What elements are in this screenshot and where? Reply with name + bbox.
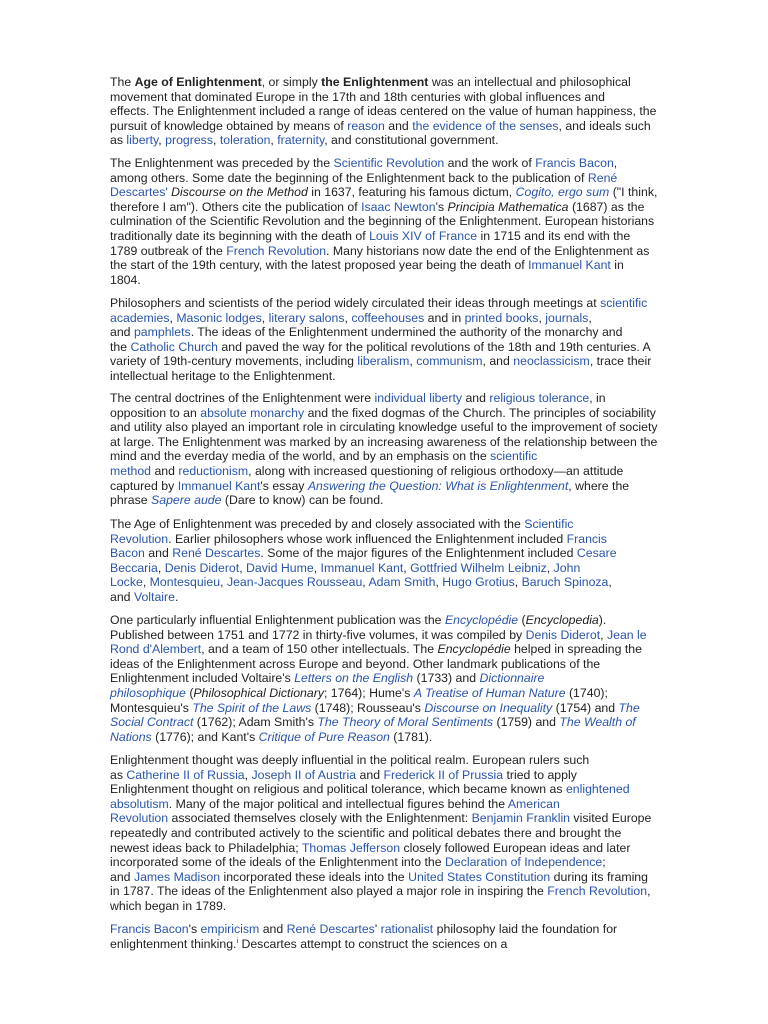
text-line xyxy=(110,532,670,547)
text-run: , where the xyxy=(568,478,630,493)
text-run: captured by xyxy=(110,478,178,493)
inline-link[interactable]: Revolution xyxy=(110,531,169,546)
text-line xyxy=(110,391,670,406)
text-run: pursuit of knowledge obtained by means of xyxy=(110,118,348,133)
text-run: (1687) as the xyxy=(568,199,645,214)
text-line xyxy=(110,855,670,870)
inline-link[interactable]: René Descartes xyxy=(172,546,261,561)
inline-link[interactable]: Letters on the English xyxy=(294,671,414,686)
inline-link[interactable]: religious tolerance xyxy=(489,391,590,405)
text-run: the Enlightenment xyxy=(321,75,429,89)
inline-link[interactable]: Adam Smith xyxy=(368,575,436,590)
text-run: , and xyxy=(482,354,514,369)
text-run: ("I think, xyxy=(609,185,658,200)
inline-link[interactable]: individual liberty xyxy=(374,391,463,405)
text-line xyxy=(110,937,670,952)
text-run: Published between 1751 and 1772 in thirty-five volumes, it was compiled by xyxy=(110,627,526,642)
text-line xyxy=(110,768,670,783)
text-run: , trace their xyxy=(589,354,652,369)
inline-link[interactable]: James Madison xyxy=(133,869,221,884)
text-run: and paved the way for the political revolutions of the 18th and 19th centuries. A xyxy=(218,339,651,354)
text-run: , xyxy=(403,560,411,575)
inline-link[interactable]: Catholic Church xyxy=(130,339,218,354)
inline-link[interactable]: Discourse on Inequality xyxy=(424,700,553,715)
text-line xyxy=(110,715,670,730)
text-run: the xyxy=(110,339,131,354)
inline-link[interactable]: Revolution xyxy=(110,811,169,826)
text-line xyxy=(110,273,670,288)
text-run: The central doctrines of the Enlightenment were xyxy=(110,391,375,405)
text-line xyxy=(110,325,670,340)
text-run: , xyxy=(613,156,618,170)
text-run: 's xyxy=(435,199,448,214)
text-run: Enlightenment included Voltaire's xyxy=(110,671,295,686)
inline-link[interactable]: Encyclopédie xyxy=(444,613,519,627)
text-run: at large. The Enlightenment was marked by an increasing awareness of the relationship between the xyxy=(110,434,658,449)
footnote-marker[interactable]: i xyxy=(236,937,239,945)
text-run: , xyxy=(158,133,166,148)
text-line xyxy=(110,104,670,119)
text-line xyxy=(110,90,670,105)
paragraph-figures xyxy=(110,517,670,605)
text-line xyxy=(110,811,670,826)
inline-link[interactable]: liberalism xyxy=(357,354,410,369)
text-line xyxy=(110,884,670,899)
text-line xyxy=(110,870,670,885)
inline-link[interactable]: Scientific xyxy=(524,517,574,531)
inline-link[interactable]: pamphlets xyxy=(133,325,191,340)
paragraph-precursors xyxy=(110,156,670,287)
text-run: (1733) and xyxy=(413,671,480,686)
text-line xyxy=(110,311,670,326)
text-run: ). xyxy=(598,613,607,627)
inline-link[interactable]: A Treatise of Human Nature xyxy=(413,685,566,700)
text-run: , and ideals such xyxy=(558,118,651,133)
inline-link[interactable]: Masonic lodges xyxy=(176,310,262,325)
text-line xyxy=(110,642,670,657)
inline-link[interactable]: Cogito, ergo sum xyxy=(515,185,610,200)
text-run: , xyxy=(244,767,252,782)
text-run: movement that dominated Europe in the 17th and 18th centuries with global influences and xyxy=(110,89,605,104)
inline-link[interactable]: Francis Bacon xyxy=(535,156,614,170)
text-run: , xyxy=(261,310,269,325)
inline-link[interactable]: absolutism xyxy=(110,796,169,811)
text-line xyxy=(110,899,670,914)
inline-link[interactable]: Catherine II of Russia xyxy=(126,767,245,782)
text-run: in 1637, featuring his famous dictum, xyxy=(307,185,516,200)
text-run: and xyxy=(384,118,413,133)
inline-link[interactable]: coffeehouses xyxy=(351,310,425,325)
text-line xyxy=(110,517,670,532)
text-line xyxy=(110,826,670,841)
text-line xyxy=(110,575,670,590)
text-run: . Many historians now date the end of the Enlightenment as xyxy=(326,243,650,258)
paragraph-publications xyxy=(110,613,670,744)
text-line xyxy=(110,296,670,311)
text-run: Enlightenment thought on religious and political tolerance, which became known as xyxy=(110,782,566,797)
text-run: intellectual heritage to the Enlightenment. xyxy=(110,368,336,383)
text-run: (1762); Adam Smith's xyxy=(193,715,318,730)
text-run: traditionally date its beginning with the death of xyxy=(110,228,370,243)
text-run: , xyxy=(435,575,443,590)
text-run: culmination of the Scientific Revolution and the beginning of the Enlightenment. European historians xyxy=(110,214,655,229)
inline-link[interactable]: Locke xyxy=(110,575,143,590)
text-run: 1789 outbreak of the xyxy=(110,243,227,258)
inline-link[interactable]: Benjamin Franklin xyxy=(471,811,571,826)
inline-link[interactable]: Baruch Spinoza xyxy=(521,575,609,590)
text-run: Montesquieu's xyxy=(110,700,193,715)
inline-link[interactable]: René Descartes xyxy=(286,922,375,936)
inline-link[interactable]: Bacon xyxy=(110,546,145,561)
text-run: ( xyxy=(518,613,526,627)
inline-link[interactable]: Immanuel Kant xyxy=(177,478,261,493)
inline-link[interactable]: reason xyxy=(347,118,385,133)
text-run: , xyxy=(212,133,220,148)
text-line xyxy=(110,479,670,494)
text-run: Enlightenment thought was deeply influential in the political realm. European rulers such xyxy=(110,753,590,767)
text-run: , xyxy=(344,310,352,325)
text-run: The Age of Enlightenment was preceded by and closely associated with the xyxy=(110,517,525,531)
text-run: (1776); and Kant's xyxy=(151,729,259,744)
text-run: 's xyxy=(188,922,201,936)
inline-link[interactable]: Jean le xyxy=(606,627,647,642)
text-line xyxy=(110,258,670,273)
text-run: , xyxy=(239,560,247,575)
inline-link[interactable]: René xyxy=(587,170,618,185)
inline-link[interactable]: the evidence of the senses xyxy=(412,118,559,133)
text-run: effects. The Enlightenment included a range of ideas centered on the value of human happiness, the xyxy=(110,104,657,119)
text-line xyxy=(110,797,670,812)
text-run: ; xyxy=(602,855,606,870)
text-run: , xyxy=(409,354,417,369)
text-run: . The ideas of the Enlightenment undermined the authority of the monarchy and xyxy=(190,325,623,340)
inline-link[interactable]: Frederick II of Prussia xyxy=(383,767,504,782)
text-run: and xyxy=(356,767,384,782)
text-line xyxy=(110,546,670,561)
inline-link[interactable]: The Spirit of the Laws xyxy=(192,700,312,715)
inline-link[interactable]: Scientific Revolution xyxy=(333,156,445,170)
text-run: , in xyxy=(589,391,606,405)
text-run: One particularly influential Enlightenment publication was the xyxy=(110,613,445,627)
inline-link[interactable]: neoclassicism xyxy=(513,354,590,369)
inline-link[interactable]: Isaac Newton xyxy=(361,199,436,214)
text-run: phrase xyxy=(110,493,152,508)
inline-link[interactable]: Hugo Grotius xyxy=(442,575,515,590)
text-line xyxy=(110,628,670,643)
inline-link[interactable]: Immanuel Kant xyxy=(320,560,404,575)
text-line xyxy=(110,75,670,90)
text-line xyxy=(110,841,670,856)
text-line xyxy=(110,369,670,384)
text-run: repeatedly and contributed actively to the scientific and political debates there and brought the xyxy=(110,825,622,840)
text-run: , xyxy=(514,575,522,590)
text-line xyxy=(110,753,670,768)
text-run: visited Europe xyxy=(570,811,652,826)
inline-link[interactable]: fraternity xyxy=(277,133,325,148)
text-line xyxy=(110,493,670,508)
text-line xyxy=(110,922,670,937)
text-line xyxy=(110,214,670,229)
inline-link[interactable]: Montesquieu xyxy=(149,575,221,590)
inline-link[interactable]: Immanuel Kant xyxy=(528,258,611,273)
text-run: newest ideas back to Philadelphia; xyxy=(110,840,302,855)
text-line xyxy=(110,406,670,421)
text-run: Descartes attempt to construct the sciences on a xyxy=(238,936,508,951)
inline-link[interactable]: The Theory of Moral Sentiments xyxy=(317,715,494,730)
inline-link[interactable]: Sapere aude xyxy=(151,493,222,508)
text-run: philosophy laid the foundation for xyxy=(433,922,618,936)
inline-link[interactable]: Francis xyxy=(566,531,607,546)
text-run: enlightenment thinking. xyxy=(110,936,237,951)
paragraph-dissemination xyxy=(110,296,670,384)
inline-link[interactable]: liberty xyxy=(126,133,159,148)
text-run: and xyxy=(151,463,179,478)
text-run: Philosophers and scientists of the period widely circulated their ideas through meetings at xyxy=(110,296,601,310)
text-run: (1748); Rousseau's xyxy=(311,700,425,715)
text-run: (1740); xyxy=(565,685,608,700)
text-run: in 1787. The ideas of the Enlightenment also played a major role in inspiring the xyxy=(110,884,548,899)
text-run: , and constitutional government. xyxy=(324,133,499,148)
text-run: incorporated some of the ideals of the Enlightenment into the xyxy=(110,855,445,870)
text-run: , xyxy=(538,310,546,325)
inline-link[interactable]: John xyxy=(553,560,581,575)
text-run: and xyxy=(110,589,134,604)
inline-link[interactable]: Cesare xyxy=(576,546,617,561)
inline-link[interactable]: academies xyxy=(110,310,170,325)
text-run: Encyclopédie xyxy=(437,642,511,657)
inline-link[interactable]: American xyxy=(507,796,560,811)
text-line xyxy=(110,354,670,369)
text-line xyxy=(110,156,670,171)
text-run: ideas of the Enlightenment across Europe and beyond. Other landmark publications of the xyxy=(110,656,601,671)
inline-link[interactable]: Francis Bacon xyxy=(110,922,189,936)
text-line xyxy=(110,420,670,435)
inline-link[interactable]: scientific xyxy=(490,449,538,464)
inline-link[interactable]: method xyxy=(110,463,152,478)
text-run: in xyxy=(610,258,624,273)
text-run: as xyxy=(110,767,127,782)
text-line xyxy=(110,657,670,672)
text-run: 1804. xyxy=(110,272,141,287)
text-line xyxy=(110,464,670,479)
inline-link[interactable]: Social Contract xyxy=(110,715,194,730)
inline-link[interactable]: absolute monarchy xyxy=(200,405,305,420)
text-run: which began in 1789. xyxy=(110,898,227,913)
text-run: Age of Enlightenment xyxy=(134,75,262,89)
inline-link[interactable]: empiricism xyxy=(200,922,260,936)
paragraph-intro xyxy=(110,75,670,148)
text-run: among others. Some date the beginning of the Enlightenment back to the publication of xyxy=(110,170,588,185)
text-run: , xyxy=(362,575,369,590)
inline-link[interactable]: David Hume xyxy=(246,560,314,575)
text-run: , xyxy=(588,310,592,325)
inline-link[interactable]: Rond d'Alembert xyxy=(110,642,202,657)
inline-link[interactable]: reductionism xyxy=(178,463,249,478)
inline-link[interactable]: French Revolution xyxy=(547,884,648,899)
inline-link[interactable]: The Wealth of xyxy=(559,715,636,730)
text-run: , xyxy=(142,575,150,590)
text-line xyxy=(110,449,670,464)
inline-link[interactable]: The xyxy=(618,700,640,715)
inline-link[interactable]: enlightened xyxy=(565,782,630,797)
text-run: , xyxy=(600,627,607,642)
text-run: the start of the 19th century, with the latest proposed year being the death of xyxy=(110,258,529,273)
inline-link[interactable]: United States Constitution xyxy=(408,869,551,884)
text-run: ' xyxy=(374,922,381,936)
text-run: and utility also played an important role in circulating knowledge useful to the improvement of society xyxy=(110,420,658,435)
text-line xyxy=(110,701,670,716)
inline-link[interactable]: Descartes' xyxy=(110,185,168,200)
text-run: Encyclopedia xyxy=(525,613,599,627)
text-line xyxy=(110,340,670,355)
text-run: and the fixed dogmas of the Church. The principles of sociability xyxy=(304,405,656,420)
text-line xyxy=(110,671,670,686)
inline-link[interactable]: Thomas Jefferson xyxy=(301,840,401,855)
inline-link[interactable]: Louis XIV of France xyxy=(369,228,478,243)
text-line xyxy=(110,133,670,148)
text-line xyxy=(110,561,670,576)
inline-link[interactable]: Voltaire xyxy=(133,589,175,604)
text-line xyxy=(110,686,670,701)
text-run: and in xyxy=(424,310,465,325)
text-run: (1759) and xyxy=(493,715,560,730)
text-run: during its framing xyxy=(550,869,648,884)
inline-link[interactable]: journals xyxy=(545,310,589,325)
text-run: , xyxy=(220,575,227,590)
text-run: mind and the everday media of the world, and by an emphasis on the xyxy=(110,449,491,464)
text-run: . Earlier philosophers whose work influenced the Enlightenment included xyxy=(168,531,567,546)
text-run: Philosophical Dictionary xyxy=(193,685,324,700)
text-run: (Dare to know) can be found. xyxy=(221,493,384,508)
inline-link[interactable]: Answering the Question: What is Enlightenment xyxy=(307,478,569,493)
text-run: , and a team of 150 other intellectuals. The xyxy=(201,642,438,657)
text-line xyxy=(110,171,670,186)
inline-link[interactable]: printed books xyxy=(464,310,539,325)
inline-link[interactable]: Joseph II of Austria xyxy=(251,767,357,782)
text-run: associated themselves closely with the Enlightenment: xyxy=(168,811,472,826)
text-run: , along with increased questioning of religious orthodoxy—an attitude xyxy=(248,463,624,478)
text-run: and xyxy=(462,391,490,405)
inline-link[interactable]: French Revolution xyxy=(226,243,327,258)
paragraph-doctrines xyxy=(110,391,670,508)
text-line xyxy=(110,229,670,244)
inline-link[interactable]: scientific xyxy=(600,296,648,310)
text-run: . Some of the major figures of the Enlightenment included xyxy=(260,546,577,561)
text-run: as xyxy=(110,133,127,148)
text-run: , xyxy=(270,133,278,148)
text-run: tried to apply xyxy=(503,767,577,782)
text-run: , or simply xyxy=(261,75,322,89)
inline-link[interactable]: communism xyxy=(416,354,483,369)
text-run: , xyxy=(608,575,612,590)
inline-link[interactable]: philosophique xyxy=(110,685,186,700)
inline-link[interactable]: Denis Diderot xyxy=(525,627,601,642)
text-run: 's essay xyxy=(260,478,308,493)
text-run: Principia Mathematica xyxy=(447,199,569,214)
text-run: . xyxy=(174,589,179,604)
text-run: and xyxy=(110,325,134,340)
paragraph-political-influence xyxy=(110,753,670,914)
text-run: , xyxy=(169,310,177,325)
text-line xyxy=(110,782,670,797)
text-run: . Many of the major political and intellectual figures behind the xyxy=(168,796,508,811)
text-line xyxy=(110,244,670,259)
text-run: The Enlightenment was preceded by the xyxy=(110,156,334,170)
text-line xyxy=(110,185,670,200)
text-run: variety of 19th-century movements, including xyxy=(110,354,358,369)
inline-link[interactable]: Gottfried Wilhelm Leibniz xyxy=(410,560,547,575)
text-run: The xyxy=(110,75,135,89)
paragraph-philosophy xyxy=(110,922,670,951)
text-run: closely followed European ideas and later xyxy=(400,840,631,855)
inline-link[interactable]: Beccaria xyxy=(110,560,158,575)
text-run: and xyxy=(144,546,173,561)
text-line xyxy=(110,730,670,745)
text-run: was an intellectual and philosophical xyxy=(428,75,631,89)
text-line xyxy=(110,613,670,628)
inline-link[interactable]: Denis Diderot xyxy=(164,560,240,575)
text-run: and xyxy=(259,922,287,936)
text-line xyxy=(110,590,670,605)
text-run: helped in spreading the xyxy=(510,642,642,657)
text-run: , xyxy=(647,884,651,899)
text-run: therefore I am"). Others cite the publication of xyxy=(110,199,362,214)
text-run: and xyxy=(110,869,134,884)
inline-link[interactable]: Declaration of Independence xyxy=(444,855,603,870)
text-run: incorporated these ideals into the xyxy=(220,869,409,884)
text-run: and the work of xyxy=(444,156,536,170)
text-run: (1754) and xyxy=(552,700,619,715)
text-run: (1781). xyxy=(389,729,433,744)
inline-link[interactable]: Dictionnaire xyxy=(479,671,545,686)
inline-link[interactable]: Nations xyxy=(110,729,152,744)
text-run: Discourse on the Method xyxy=(171,185,308,200)
text-line xyxy=(110,435,670,450)
text-run: , xyxy=(313,560,321,575)
text-line xyxy=(110,119,670,134)
inline-link[interactable]: progress xyxy=(165,133,213,148)
text-line xyxy=(110,200,670,215)
text-run: , xyxy=(157,560,165,575)
text-run: ; 1764); Hume's xyxy=(323,685,414,700)
inline-link[interactable]: rationalist xyxy=(380,922,434,936)
inline-link[interactable]: literary salons xyxy=(268,310,345,325)
text-run: opposition to an xyxy=(110,405,201,420)
inline-link[interactable]: Critique of Pure Reason xyxy=(258,729,390,744)
text-run: in 1715 and its end with the xyxy=(477,228,631,243)
text-run: ( xyxy=(185,685,194,700)
text-run: , xyxy=(546,560,554,575)
inline-link[interactable]: Jean-Jacques Rousseau xyxy=(226,575,363,590)
inline-link[interactable]: toleration xyxy=(219,133,271,148)
